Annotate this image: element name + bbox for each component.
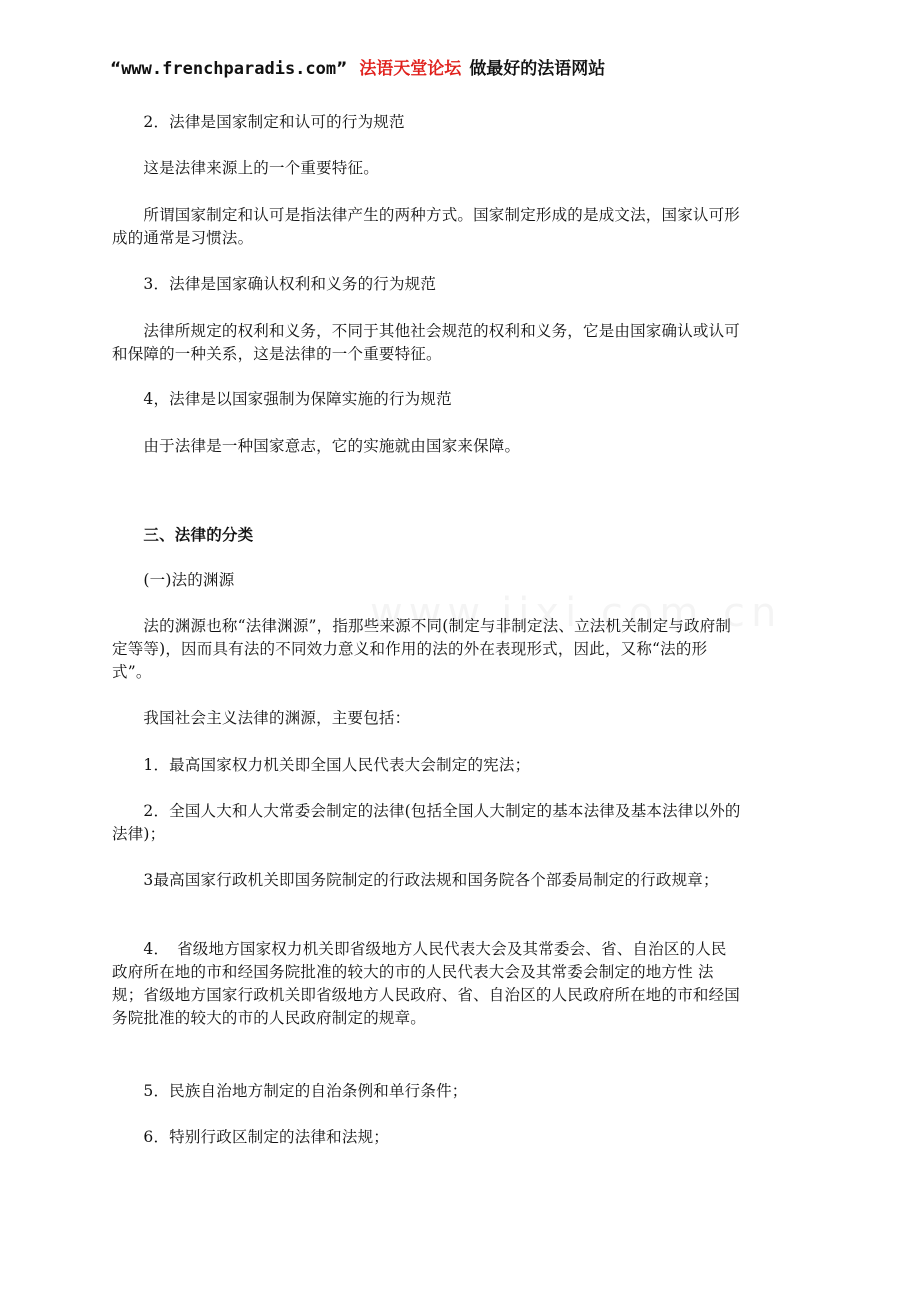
subsection-heading-sources: (一)法的渊源: [112, 571, 235, 589]
header-open-quote: “: [110, 59, 122, 79]
header-close-quote: ”: [336, 59, 348, 79]
header-slogan: 做最好的法语网站: [469, 59, 606, 79]
paragraph-item-2-heading: 2．法律是国家制定和认可的行为规范: [112, 113, 405, 131]
list-item-local-regulations: 4． 省级地方国家权力机关即省级地方人民代表大会及其常委会、省、自治区的人民政府所在地的市和经国务院批准的较大的市的人民代表大会及其常委会制定的地方性 法规；省级地方国家行政机关即省级地方人民政府、省、自治区的人民政府所在地的市和经国务院批准的较大的市的人民政府制定的规章。: [112, 940, 741, 1027]
paragraph-sources-intro: 我国社会主义法律的渊源，主要包括：: [112, 709, 411, 727]
paragraph-rights-duties: 法律所规定的权利和义务，不同于其他社会规范的权利和义务，它是由国家确认或认可和保障的一种关系，这是法律的一个重要特征。: [112, 322, 741, 363]
page-header: [110, 58, 605, 80]
paragraph-source-feature: 这是法律来源上的一个重要特征。: [112, 159, 379, 177]
header-site-url: www.frenchparadis.com: [121, 59, 337, 79]
list-item-special-administrative-region: 6．特别行政区制定的法律和法规；: [112, 1128, 389, 1146]
list-item-administrative-regulations: 3最高国家行政机关即国务院制定的行政法规和国务院各个部委局制定的行政规章；: [112, 871, 719, 889]
paragraph-formation-ways: 所谓国家制定和认可是指法律产生的两种方式。国家制定形成的是成文法，国家认可形成的通常是习惯法。: [112, 206, 741, 247]
paragraph-sources-definition: 法的渊源也称“法律渊源”，指那些来源不同(制定与非制定法、立法机关制定与政府制定等等)，因而具有法的不同效力意义和作用的法的外在表现形式，因此，又称“法的形式”。: [112, 617, 732, 681]
paragraph-state-will: 由于法律是一种国家意志，它的实施就由国家来保障。: [112, 437, 521, 455]
header-brand: 法语天堂论坛: [359, 59, 462, 79]
section-heading-classification: 三、法律的分类: [112, 525, 254, 544]
list-item-autonomous-regulations: 5．民族自治地方制定的自治条例和单行条件；: [112, 1082, 468, 1100]
list-item-constitution: 1．最高国家权力机关即全国人民代表大会制定的宪法；: [112, 756, 531, 774]
paragraph-item-4-heading: 4，法律是以国家强制为保障实施的行为规范: [112, 390, 452, 408]
list-item-laws: 2．全国人大和人大常委会制定的法律(包括全国人大制定的基本法律及基本法律以外的法律)；: [112, 802, 741, 843]
paragraph-item-3-heading: 3．法律是国家确认权利和义务的行为规范: [112, 275, 437, 293]
